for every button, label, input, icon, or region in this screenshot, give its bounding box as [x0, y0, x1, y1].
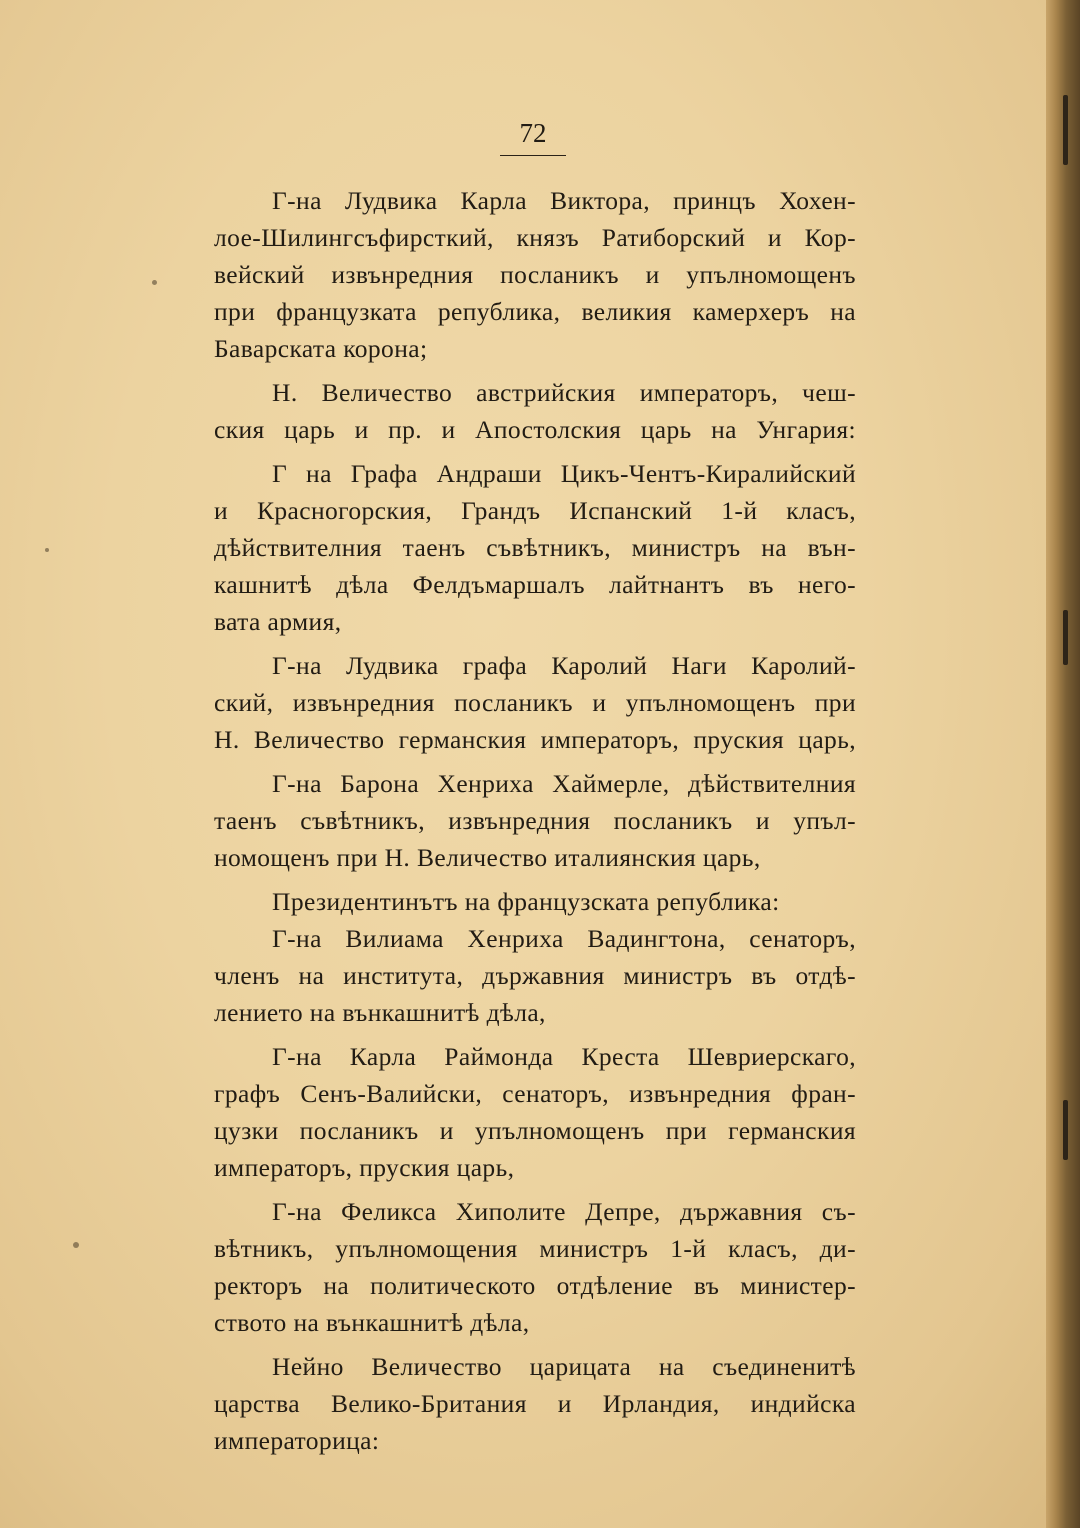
text-line: при французката република, великия камерхеръ на — [214, 297, 856, 326]
paragraph — [214, 182, 856, 367]
paragraph — [214, 765, 856, 876]
text-line: вѣтникъ, упълномощения министръ 1-й класъ, ди- — [214, 1234, 856, 1263]
text-line: лое-Шилингсъфирсткий, князъ Ратиборский и Кор- — [214, 223, 856, 252]
paragraph — [214, 1193, 856, 1341]
paragraph — [214, 1038, 856, 1186]
text-line: Г-на Феликса Хиполите Депре, държавния съ- — [272, 1197, 856, 1226]
text-line: Г-на Лудвика графа Каролий Наги Каролий- — [272, 651, 856, 680]
text-line: графъ Сенъ-Валийски, сенаторъ, извънредния фран- — [214, 1079, 856, 1108]
text-line: цузки посланикъ и упълномощенъ при германския — [214, 1116, 856, 1145]
page-text — [214, 182, 856, 1466]
text-line: Н. Величество германския императоръ, пруския царь, — [214, 725, 856, 754]
paragraph — [214, 1348, 856, 1459]
page-number: 72 — [500, 118, 566, 156]
text-line: Н. Величество австрийския императоръ, чеш- — [272, 378, 856, 407]
paragraph — [214, 374, 856, 448]
paragraph — [214, 883, 856, 1031]
text-line: дѣйствителния таенъ съвѣтникъ, министръ на вън- — [214, 533, 856, 562]
paper-speck — [45, 548, 49, 552]
page-edge — [1046, 0, 1080, 1528]
text-line: членъ на института, държавния министръ въ отдѣ- — [214, 961, 856, 990]
paragraph — [214, 455, 856, 640]
paragraph — [214, 647, 856, 758]
text-line: Президентинътъ на французската република: — [272, 887, 780, 916]
text-line: императоръ, пруския царь, — [214, 1153, 515, 1182]
text-line: Г-на Барона Хенриха Хаймерле, дѣйствителния — [272, 769, 856, 798]
text-line: Нейно Величество царицата на съединенитѣ — [272, 1352, 856, 1381]
text-line: царства Велико-Британия и Ирландия, индийска — [214, 1389, 856, 1418]
text-line: номощенъ при Н. Величество италиянския царь, — [214, 843, 761, 872]
paper-speck — [152, 280, 157, 285]
text-line: Г на Графа Андраши Цикъ-Чентъ-Киралийский — [272, 459, 856, 488]
text-line: Г-на Карла Раймонда Креста Шевриерскаго, — [272, 1042, 856, 1071]
text-line: ский, извънредния посланикъ и упълномощенъ при — [214, 688, 856, 717]
text-line: ския царь и пр. и Апостолския царь на Унгария: — [214, 415, 856, 444]
text-line: императорица: — [214, 1426, 380, 1455]
text-line: лението на вънкашнитѣ дѣла, — [214, 998, 546, 1027]
text-line: таенъ съвѣтникъ, извънредния посланикъ и упъл- — [214, 806, 856, 835]
text-line: ството на вънкашнитѣ дѣла, — [214, 1308, 530, 1337]
text-line: Г-на Вилиама Хенриха Вадингтона, сенаторъ, — [272, 924, 856, 953]
text-line: вата армия, — [214, 607, 342, 636]
text-line: Г-на Лудвика Карла Виктора, принцъ Хохен- — [272, 186, 856, 215]
text-line: Баварската корона; — [214, 334, 428, 363]
paper-speck — [73, 1242, 79, 1248]
text-line: вейский извънредния посланикъ и упълномощенъ — [214, 260, 856, 289]
text-line: кашнитѣ дѣла Фелдъмаршалъ лайтнантъ въ него- — [214, 570, 856, 599]
text-line: и Красногорския, Грандъ Испанский 1-й класъ, — [214, 496, 856, 525]
binding-mark — [1063, 1100, 1068, 1160]
binding-mark — [1063, 610, 1068, 665]
binding-mark — [1063, 95, 1068, 165]
text-line: ректоръ на политическото отдѣление въ министер- — [214, 1271, 856, 1300]
